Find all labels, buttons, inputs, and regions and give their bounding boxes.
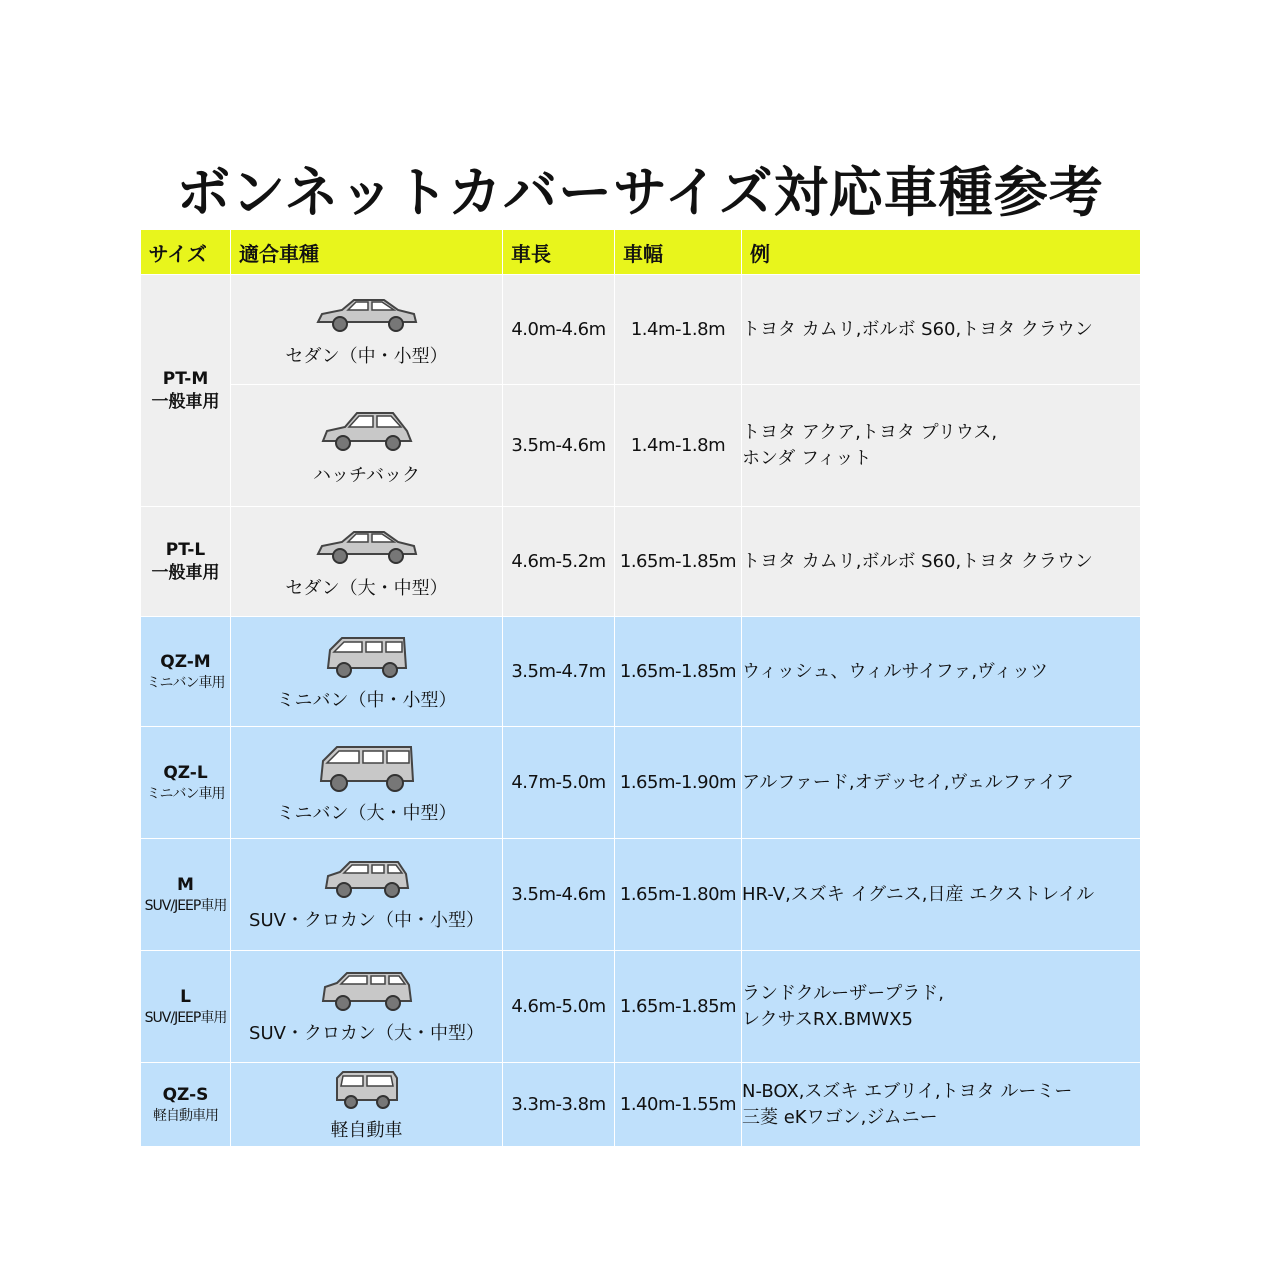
example-cell	[742, 275, 1141, 385]
example-cell	[742, 1063, 1141, 1147]
example-line: 三菱 eKワゴン,ジムニー	[742, 1106, 938, 1128]
type-cell	[231, 839, 503, 951]
type-label: SUV・クロカン（中・小型）	[249, 909, 484, 931]
size-code: QZ-M	[160, 651, 211, 672]
example-line: HR-V,スズキ イグニス,日産 エクストレイル	[742, 883, 1095, 905]
width-cell: 1.65m-1.85m	[615, 507, 742, 617]
minivan-icon	[315, 741, 419, 793]
header-example: 例	[742, 230, 1141, 275]
example-line: トヨタ アクア,トヨタ プリウス,	[742, 422, 998, 444]
type-label: 軽自動車	[330, 1119, 403, 1141]
type-label: ミニバン（大・中型）	[276, 802, 457, 824]
table-row	[141, 951, 1141, 1063]
table-header-row	[141, 230, 1141, 275]
example-line: ランドクルーザープラド,	[742, 983, 944, 1005]
type-cell	[231, 275, 503, 385]
length-cell: 3.5m-4.6m	[503, 385, 615, 507]
length-cell: 4.6m-5.0m	[503, 951, 615, 1063]
type-label: ミニバン（中・小型）	[276, 689, 457, 711]
table-row	[141, 507, 1141, 617]
size-use: 一般車用	[151, 391, 220, 412]
type-cell	[231, 507, 503, 617]
page-title: ボンネットカバーサイズ対応車種参考	[176, 161, 1104, 224]
size-cell-qz-m	[141, 617, 231, 727]
size-cell-qz-l	[141, 727, 231, 839]
table-row	[141, 839, 1141, 951]
width-cell: 1.65m-1.80m	[615, 839, 742, 951]
example-cell	[742, 507, 1141, 617]
size-code: QZ-L	[163, 762, 208, 783]
type-label: SUV・クロカン（大・中型）	[249, 1022, 484, 1044]
type-cell	[231, 617, 503, 727]
example-line: トヨタ カムリ,ボルボ S60,トヨタ クラウン	[742, 318, 1093, 340]
table-row	[141, 617, 1141, 727]
kei-car-icon	[331, 1068, 403, 1110]
example-cell	[742, 839, 1141, 951]
size-use: SUV/JEEP車用	[144, 1009, 227, 1026]
table-row	[141, 275, 1141, 385]
size-code: PT-L	[165, 539, 206, 560]
example-cell	[742, 617, 1141, 727]
width-cell: 1.65m-1.85m	[615, 617, 742, 727]
type-label: ハッチバック	[313, 464, 420, 486]
minivan-icon	[322, 632, 412, 680]
length-cell: 4.7m-5.0m	[503, 727, 615, 839]
length-cell: 4.6m-5.2m	[503, 507, 615, 617]
type-cell	[231, 727, 503, 839]
example-cell	[742, 727, 1141, 839]
suv-icon	[322, 858, 412, 900]
example-line: レクサスRX.BMWX5	[742, 1008, 913, 1030]
hatchback-car-icon	[317, 405, 417, 455]
example-cell	[742, 385, 1141, 507]
size-use: ミニバン車用	[146, 785, 225, 802]
width-cell: 1.65m-1.85m	[615, 951, 742, 1063]
length-cell: 3.5m-4.6m	[503, 839, 615, 951]
example-cell	[742, 951, 1141, 1063]
size-code: M	[177, 874, 194, 895]
size-use: 軽自動車用	[153, 1107, 218, 1124]
header-width: 車幅	[615, 230, 742, 275]
example-line: ウィッシュ、ウィルサイファ,ヴィッツ	[742, 660, 1048, 682]
sedan-car-icon	[312, 292, 422, 336]
length-cell: 3.5m-4.7m	[503, 617, 615, 727]
table-row	[141, 727, 1141, 839]
table-row	[141, 1063, 1141, 1147]
type-label: セダン（大・中型）	[285, 577, 448, 599]
example-line: ホンダ フィット	[742, 447, 872, 469]
example-line: トヨタ カムリ,ボルボ S60,トヨタ クラウン	[742, 550, 1093, 572]
example-line: N-BOX,スズキ エブリイ,トヨタ ルーミー	[742, 1081, 1073, 1103]
suv-icon	[319, 969, 415, 1013]
length-cell: 3.3m-3.8m	[503, 1063, 615, 1147]
width-cell: 1.65m-1.90m	[615, 727, 742, 839]
width-cell: 1.40m-1.55m	[615, 1063, 742, 1147]
type-cell	[231, 385, 503, 507]
table-row	[141, 385, 1141, 507]
width-cell: 1.4m-1.8m	[615, 275, 742, 385]
header-size: サイズ	[141, 230, 231, 275]
size-cell-l	[141, 951, 231, 1063]
size-cell-pt-m	[141, 275, 231, 507]
size-cell-m	[141, 839, 231, 951]
length-cell: 4.0m-4.6m	[503, 275, 615, 385]
header-length: 車長	[503, 230, 615, 275]
size-use: 一般車用	[151, 562, 220, 583]
size-use: SUV/JEEP車用	[144, 897, 227, 914]
width-cell: 1.4m-1.8m	[615, 385, 742, 507]
example-line: アルファード,オデッセイ,ヴェルファイア	[742, 771, 1074, 793]
sedan-car-icon	[312, 524, 422, 568]
type-label: セダン（中・小型）	[285, 345, 448, 367]
size-chart-table	[140, 230, 1141, 1147]
type-cell	[231, 951, 503, 1063]
size-use: ミニバン車用	[146, 674, 225, 691]
header-type: 適合車種	[231, 230, 503, 275]
size-code: QZ-S	[162, 1084, 209, 1105]
type-cell	[231, 1063, 503, 1147]
size-code: PT-M	[162, 368, 209, 389]
size-cell-pt-l	[141, 507, 231, 617]
size-code: L	[180, 986, 191, 1007]
size-cell-qz-s	[141, 1063, 231, 1147]
